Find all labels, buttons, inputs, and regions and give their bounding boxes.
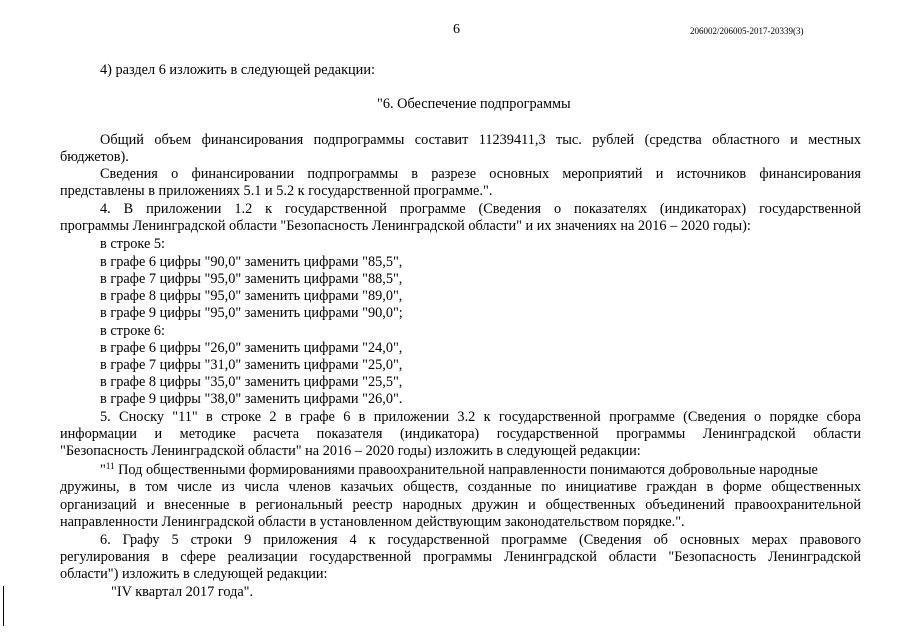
paragraph-line: 6. Графу 5 строки 9 приложения 4 к государственной программе (Сведения об основных мерах правового (100, 532, 861, 548)
list-item: в графе 9 цифры "95,0" заменить цифрами "90,0"; (100, 305, 403, 321)
paragraph-line: Общий объем финансирования подпрограммы составит 11239411,3 тыс. рублей (средства областного и местных (100, 132, 861, 148)
paragraph-line: организаций и внесенные в региональный реестр народных дружин и общественных объединений правоохранительной (60, 497, 861, 513)
paragraph-line: области") изложить в следующей редакции: (60, 566, 328, 582)
paragraph-line: 4) раздел 6 изложить в следующей редакции: (100, 62, 375, 78)
footnote-marker: 11 (105, 461, 115, 471)
paragraph-line: "Безопасность Ленинградской области" на 2016 – 2020 годы) изложить в следующей редакции: (60, 443, 641, 459)
paragraph-line: представлены в приложениях 5.1 и 5.2 к государственной программе.". (60, 183, 493, 199)
list-item: в строке 5: (100, 236, 166, 252)
footnote-line (100, 462, 818, 479)
list-item: в графе 7 цифры "95,0" заменить цифрами "88,5", (100, 271, 403, 287)
footnote-text: Под общественными формированиями правоохранительной направленности понимаются добровольные народные (114, 462, 818, 478)
page-number: 6 (453, 22, 460, 37)
section-heading: "6. Обеспечение подпрограммы (377, 96, 571, 112)
list-item: в графе 8 цифры "35,0" заменить цифрами "25,5", (100, 374, 403, 390)
quoted-value: "IV квартал 2017 года". (111, 584, 254, 600)
paragraph-line: информации и методике расчета показателя (индикатора) государственной программы Ленинградской области (60, 426, 861, 442)
list-item: в графе 7 цифры "31,0" заменить цифрами "25,0", (100, 357, 403, 373)
document-code: 206002/206005-2017-20339(3) (690, 26, 804, 36)
list-item: в графе 8 цифры "95,0" заменить цифрами "89,0", (100, 288, 403, 304)
paragraph-line: программы Ленинградской области "Безопасность Ленинградской области" и их значениях на 2016 – 2020 годы): (60, 218, 751, 234)
list-item: в строке 6: (100, 323, 166, 339)
paragraph-line: 4. В приложении 1.2 к государственной программе (Сведения о показателях (индикаторах) государственной (100, 201, 861, 217)
paragraph-line: Сведения о финансировании подпрограммы в разрезе основных мероприятий и источников финансирования (100, 166, 861, 182)
footnote-quote: " (100, 462, 106, 478)
paragraph-line: дружины, в том числе из числа членов казачьих обществ, созданные по инициативе граждан в форме общественных (60, 479, 861, 495)
margin-rule (3, 586, 4, 626)
paragraph-line: бюджетов). (60, 149, 129, 165)
list-item: в графе 6 цифры "90,0" заменить цифрами "85,5", (100, 254, 403, 270)
paragraph-line: 5. Сноску "11" в строке 2 в графе 6 в приложении 3.2 к государственной программе (Сведения о порядке сбора (100, 409, 861, 425)
paragraph-line: регулирования в сфере реализации государственной программы Ленинградской области "Безопасность Ленинградской (60, 549, 861, 565)
list-item: в графе 6 цифры "26,0" заменить цифрами "24,0", (100, 340, 403, 356)
paragraph-line: направленности Ленинградской области в установленном действующим законодательством порядке.". (60, 514, 685, 530)
list-item: в графе 9 цифры "38,0" заменить цифрами "26,0". (100, 391, 403, 407)
